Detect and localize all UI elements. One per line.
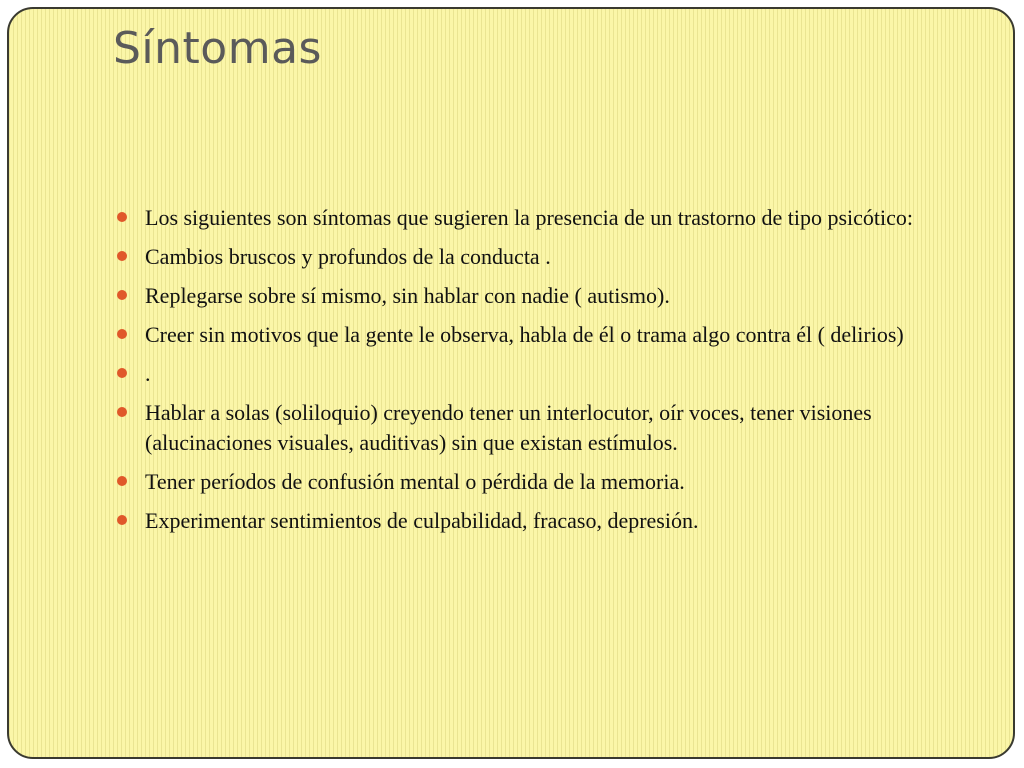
round-bullet-icon: [117, 212, 127, 222]
round-bullet-icon: [117, 476, 127, 486]
round-bullet-icon: [117, 515, 127, 525]
bullet-list: [117, 203, 947, 545]
round-bullet-icon: [117, 290, 127, 300]
list-item: [117, 359, 947, 389]
bullet-text: .: [145, 361, 151, 386]
list-item: [117, 281, 947, 311]
round-bullet-icon: [117, 368, 127, 378]
round-bullet-icon: [117, 407, 127, 417]
list-item: [117, 242, 947, 272]
slide-frame: [7, 7, 1015, 759]
bullet-text: Cambios bruscos y profundos de la conducta .: [145, 244, 551, 269]
list-item: [117, 467, 947, 497]
list-item: [117, 398, 947, 458]
bullet-text: Hablar a solas (soliloquio) creyendo tener un interlocutor, oír voces, tener visiones (alucinaciones visuales, auditivas) sin que existan estímulos.: [145, 400, 872, 455]
bullet-text: Creer sin motivos que la gente le observa, habla de él o trama algo contra él ( delirios): [145, 322, 904, 347]
list-item: [117, 320, 947, 350]
bullet-text: Los siguientes son síntomas que sugieren la presencia de un trastorno de tipo psicótico:: [145, 205, 914, 230]
bullet-text: Experimentar sentimientos de culpabilidad, fracaso, depresión.: [145, 508, 699, 533]
bullet-text: Tener períodos de confusión mental o pérdida de la memoria.: [145, 469, 685, 494]
list-item: [117, 506, 947, 536]
bullet-text: Replegarse sobre sí mismo, sin hablar con nadie ( autismo).: [145, 283, 670, 308]
list-item: [117, 203, 947, 233]
round-bullet-icon: [117, 251, 127, 261]
slide-title: Síntomas: [113, 23, 322, 74]
round-bullet-icon: [117, 329, 127, 339]
